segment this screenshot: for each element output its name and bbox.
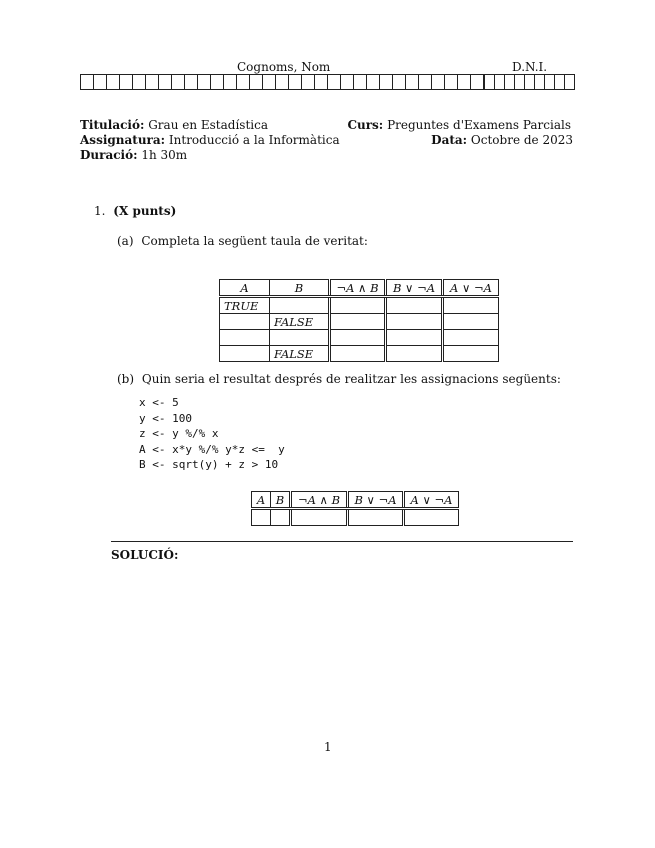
dni-label: D.N.I. <box>512 60 548 74</box>
char-box[interactable] <box>495 74 505 90</box>
char-box[interactable] <box>198 74 211 90</box>
char-box[interactable] <box>237 74 250 90</box>
curs-label: Curs: <box>347 118 384 132</box>
part-a <box>117 234 368 248</box>
table-header-cell: B <box>270 280 330 297</box>
titulacio-line <box>80 118 268 132</box>
data-value: Octobre de 2023 <box>470 133 573 147</box>
code-line: A <- x*y %/% y*z <= y <box>139 442 285 456</box>
table-header-cell: A ∨ ¬A <box>443 280 499 297</box>
table-header-row <box>252 492 459 509</box>
code-block <box>139 395 285 473</box>
char-box[interactable] <box>185 74 198 90</box>
char-box[interactable] <box>525 74 535 90</box>
char-box[interactable] <box>354 74 367 90</box>
table-cell[interactable] <box>252 509 271 526</box>
table-row <box>252 509 459 526</box>
assignatura-value: Introducció a la Informàtica <box>168 133 340 147</box>
table-cell[interactable]: TRUE <box>220 297 270 314</box>
name-input-boxes[interactable] <box>80 74 484 90</box>
table-header-cell: A <box>252 492 271 509</box>
table-cell[interactable] <box>348 509 404 526</box>
table-cell[interactable] <box>386 346 443 362</box>
char-box[interactable] <box>146 74 159 90</box>
part-b-text: Quin seria el resultat després de realitzar les assignacions següents: <box>141 372 561 386</box>
truth-table-b <box>251 491 459 526</box>
table-cell[interactable] <box>291 509 348 526</box>
char-box[interactable] <box>315 74 328 90</box>
table-cell[interactable] <box>330 314 386 330</box>
dni-input-boxes[interactable] <box>484 74 575 90</box>
part-b <box>117 372 561 386</box>
char-box[interactable] <box>94 74 107 90</box>
titulacio-label: Titulació: <box>80 118 145 132</box>
char-box[interactable] <box>485 74 495 90</box>
question-points: (X punts) <box>113 204 177 218</box>
char-box[interactable] <box>250 74 263 90</box>
char-box[interactable] <box>535 74 545 90</box>
char-box[interactable] <box>263 74 276 90</box>
table-cell[interactable] <box>330 297 386 314</box>
table-cell[interactable]: FALSE <box>270 346 330 362</box>
char-box[interactable] <box>393 74 406 90</box>
table-cell[interactable] <box>330 346 386 362</box>
table-row <box>220 297 499 314</box>
table-header-cell: B ∨ ¬A <box>386 280 443 297</box>
question-number: 1. <box>94 204 106 218</box>
table-cell[interactable] <box>220 330 270 346</box>
char-box[interactable] <box>159 74 172 90</box>
page-number: 1 <box>324 740 332 754</box>
table-cell[interactable] <box>443 346 499 362</box>
durada-label: Duració: <box>80 148 138 162</box>
char-box[interactable] <box>289 74 302 90</box>
table-cell[interactable] <box>220 314 270 330</box>
char-box[interactable] <box>505 74 515 90</box>
table-header-row <box>220 280 499 297</box>
curs-line <box>347 118 571 132</box>
table-cell[interactable] <box>220 346 270 362</box>
code-line: y <- 100 <box>139 411 192 425</box>
assignatura-label: Assignatura: <box>80 133 166 147</box>
char-box[interactable] <box>224 74 237 90</box>
table-header-cell: ¬A ∧ B <box>291 492 348 509</box>
data-label: Data: <box>431 133 468 147</box>
char-box[interactable] <box>211 74 224 90</box>
table-header-cell: A ∨ ¬A <box>404 492 459 509</box>
table-cell[interactable]: FALSE <box>270 314 330 330</box>
char-box[interactable] <box>133 74 146 90</box>
table-row <box>220 314 499 330</box>
char-box[interactable] <box>276 74 289 90</box>
char-box[interactable] <box>172 74 185 90</box>
char-box[interactable] <box>419 74 432 90</box>
table-cell[interactable] <box>443 297 499 314</box>
char-box[interactable] <box>545 74 555 90</box>
truth-table-a <box>219 279 499 362</box>
table-row <box>220 346 499 362</box>
titulacio-value: Grau en Estadística <box>148 118 268 132</box>
part-b-label: (b) <box>117 372 135 386</box>
assignatura-line <box>80 133 340 147</box>
table-cell[interactable] <box>443 330 499 346</box>
durada-line <box>80 148 187 162</box>
question-heading <box>94 204 176 218</box>
table-cell[interactable] <box>270 297 330 314</box>
durada-value: 1h 30m <box>141 148 188 162</box>
char-box[interactable] <box>367 74 380 90</box>
code-line: x <- 5 <box>139 396 179 409</box>
char-box[interactable] <box>120 74 133 90</box>
char-box[interactable] <box>406 74 419 90</box>
curs-value: Preguntes d'Examens Parcials <box>387 118 571 132</box>
table-cell[interactable] <box>443 314 499 330</box>
char-box[interactable] <box>458 74 471 90</box>
table-cell[interactable] <box>404 509 459 526</box>
table-cell[interactable] <box>271 509 291 526</box>
name-label: Cognoms, Nom <box>237 60 331 74</box>
table-cell[interactable] <box>386 330 443 346</box>
table-cell[interactable] <box>330 330 386 346</box>
table-cell[interactable] <box>386 297 443 314</box>
char-box[interactable] <box>515 74 525 90</box>
char-box[interactable] <box>81 74 94 90</box>
part-a-text: Completa la següent taula de veritat: <box>141 234 368 248</box>
code-line: z <- y %/% x <box>139 427 219 440</box>
code-line: B <- sqrt(y) + z > 10 <box>139 458 279 471</box>
char-box[interactable] <box>328 74 341 90</box>
solution-divider <box>111 541 573 542</box>
char-box[interactable] <box>555 74 565 90</box>
char-box[interactable] <box>565 74 575 90</box>
table-header-cell: B <box>271 492 291 509</box>
data-line <box>431 133 573 147</box>
table-header-cell: ¬A ∧ B <box>330 280 386 297</box>
char-box[interactable] <box>471 74 484 90</box>
char-box[interactable] <box>302 74 315 90</box>
table-header-cell: A <box>220 280 270 297</box>
char-box[interactable] <box>107 74 120 90</box>
solution-label: SOLUCIÓ: <box>111 548 179 562</box>
table-cell[interactable] <box>270 330 330 346</box>
part-a-label: (a) <box>117 234 134 248</box>
char-box[interactable] <box>341 74 354 90</box>
char-box[interactable] <box>380 74 393 90</box>
table-row <box>220 330 499 346</box>
char-box[interactable] <box>445 74 458 90</box>
table-header-cell: B ∨ ¬A <box>348 492 404 509</box>
char-box[interactable] <box>432 74 445 90</box>
table-cell[interactable] <box>386 314 443 330</box>
